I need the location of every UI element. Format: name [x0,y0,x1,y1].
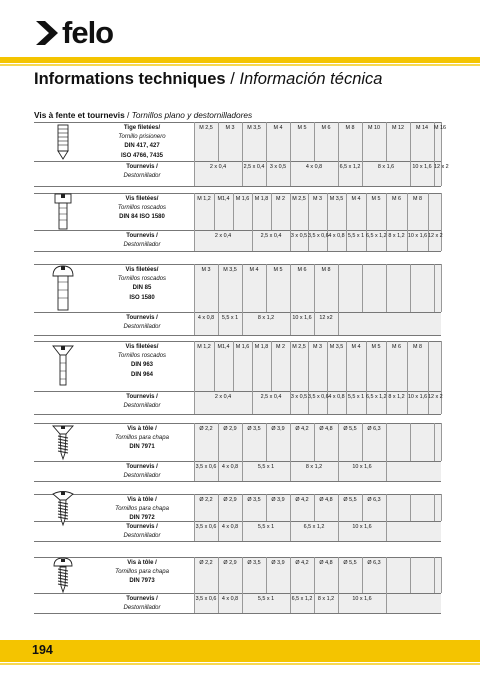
blade-size-cell: 5,5 x 1 [257,596,275,602]
thread-size-cell: Ø 4,8 [319,426,333,432]
screw-name-es: Tornillos para chapa [115,569,169,576]
blade-size-cell: 4 x 0,8 [197,315,215,321]
screw-standard: Tige filetées/ [123,125,161,131]
thread-size-cell: Ø 5,5 [343,497,357,503]
header-accent-bar [0,57,480,63]
column-border [434,494,435,521]
blade-size-cell: 8 x 1,2 [388,233,405,239]
pan-head-screw-icon [34,264,92,312]
blade-size-cell: 12 x 2 [428,233,443,239]
thread-size-cell: M 8 [345,125,355,131]
row-border [34,461,441,462]
screw-standard: Vis filetées/ [125,267,159,273]
blade-size-cell: 10 x 1,6 [352,524,372,530]
thread-size-cell: M 1,6 [235,196,250,202]
blade-size-cell: 4 x 0,8 [221,524,239,530]
section-title-fr: Vis à fente et tournevis [34,110,125,120]
tool-label-fr: Tournevis / [126,315,158,321]
tool-label-es: Destornillador [123,403,161,410]
column-border [441,193,442,230]
thread-size-cell: Ø 3,5 [247,426,261,432]
thread-size-cell: Ø 2,2 [199,426,213,432]
tool-label-es: Destornillador [123,242,161,249]
thread-size-cell: Ø 6,3 [367,560,381,566]
column-border [386,593,387,613]
blade-size-cell: 2 x 0,4 [209,164,227,170]
thread-size-cell: M 1,2 [197,196,211,202]
screw-standard: ISO 1580 [129,294,155,301]
thread-size-cell: M 2,5 [292,344,306,350]
screw-standard: Vis filetées/ [125,196,159,202]
screw-description [92,266,192,303]
thread-size-cell: M 2,5 [199,125,213,131]
thread-size-cell: M 1,8 [254,344,269,350]
thread-size-cell: Ø 2,2 [199,497,213,503]
thread-size-cell: M 14 [416,125,428,131]
thread-size-cell: Ø 5,5 [343,426,357,432]
blade-size-cell: 6,5 x 1,2 [366,394,387,400]
thread-size-cell: M 2,5 [292,196,306,202]
thread-size-cell: M 6 [392,196,401,202]
blade-size-cell: 4 x 0,8 [328,233,345,239]
blade-size-cell: 3 x 0,5 [269,164,287,170]
screw-standard: Vis filetées/ [125,344,159,350]
header-accent-line [0,64,480,66]
thread-size-cell: M 3 [225,125,235,131]
blade-size-cell: 2 x 0,4 [214,394,232,400]
thread-size-cell: Ø 4,2 [295,497,309,503]
row-border [34,391,441,392]
thread-size-cell: M 4 [351,344,361,350]
tool-description [92,393,192,411]
column-border [410,423,411,461]
blade-size-cell: 2 x 0,4 [214,233,232,239]
row-border [34,593,441,594]
row-border [34,186,441,187]
tool-label-es: Destornillador [123,173,161,180]
thread-size-cell: M 1,2 [197,344,211,350]
spec-table [34,423,441,481]
blade-size-cell: 5,5 x 1 [347,394,365,400]
blade-size-cell: 2,5 x 0,4 [260,394,282,400]
blade-size-cell: 5,5 x 1 [221,315,239,321]
column-border [441,264,442,312]
spec-table [34,193,441,251]
blade-size-cell: 3,5 x 0,6 [195,464,217,470]
screw-name-es: Tornillos para chapa [115,506,169,513]
tool-label-es: Destornillador [123,605,161,612]
thread-size-cell: M 3 [313,344,322,350]
tool-label-fr: Tournevis / [126,394,158,400]
spec-table [34,122,449,186]
section-title-es: Tornillos plano y destornilladores [131,110,253,120]
blade-size-cell: 10 x 1,6 [407,233,428,239]
logo-text: felo [62,15,114,50]
row-border [34,335,441,336]
column-border [386,423,387,461]
screw-standard: Vis à tôle / [127,426,157,432]
blade-size-cell: 3 x 0,5 [290,233,308,239]
screw-standard: DIN 7972 [129,515,155,522]
blade-size-cell: 10 x 1,6 [407,394,428,400]
tool-label-es: Destornillador [123,324,161,331]
tool-description [92,463,192,481]
thread-size-cell: M 16 [434,125,446,131]
screw-standard: Vis à tôle / [127,560,157,566]
cheese-head-screw-icon [34,193,92,230]
thread-size-cell: M 3,5 [329,196,344,202]
blade-size-cell: 6,5 x 1,2 [339,164,361,170]
screw-name-es: Tornillo prisionero [118,134,166,141]
countersunk-tapping-screw-icon [34,423,92,461]
blade-size-cell: 6,5 x 1,2 [303,524,325,530]
row-border [34,230,441,231]
countersunk-screw-icon [34,341,92,391]
column-border [386,264,387,312]
blade-size-cell: 2,5 x 0,4 [243,164,265,170]
thread-size-cell: M 3,5 [223,267,237,273]
blade-size-cell: 12 x 2 [428,394,443,400]
row-border [34,312,441,313]
screw-description [92,559,192,587]
screw-standard: DIN 7973 [129,578,155,585]
footer-accent-line [0,663,480,665]
screw-description [92,195,192,223]
blade-size-cell: 3,5 x 0,6 [308,394,329,400]
blade-size-cell: 8 x 1,2 [388,394,405,400]
screw-standard: DIN 964 [130,371,153,378]
blade-size-cell: 3 x 0,5 [290,394,308,400]
tool-label-fr: Tournevis / [126,164,158,170]
row-border [34,494,441,495]
thread-size-cell: M 8 [321,267,331,273]
thread-size-cell: Ø 4,8 [319,560,333,566]
thread-size-cell: M 2 [276,344,285,350]
thread-size-cell: Ø 3,9 [271,560,285,566]
column-border [410,494,411,521]
thread-size-cell: M 6 [392,344,401,350]
row-border [34,557,441,558]
row-border [34,161,441,162]
blade-size-cell: 10 x 1,6 [352,464,372,470]
tool-label-es: Destornillador [123,473,161,480]
thread-size-cell: M 5 [371,196,381,202]
row-border [34,423,441,424]
tool-description [92,232,192,250]
blade-size-cell: 12 x2 [319,315,333,321]
screw-standard: DIN 963 [130,362,153,369]
pan-head-tapping-screw-icon [34,557,92,593]
blade-size-cell: 6,5 x 1,2 [291,596,313,602]
page-number: 194 [32,643,53,657]
thread-size-cell: M 6 [297,267,307,273]
row-border [34,414,441,415]
column-border [441,557,442,593]
screw-standard: ISO 4766, 7435 [120,152,164,159]
felo-logo [34,16,113,50]
column-border [441,341,442,391]
column-border [434,557,435,593]
thread-size-cell: M 2 [276,196,285,202]
thread-size-cell: M 6 [321,125,331,131]
tool-label-fr: Tournevis / [126,464,158,470]
section-title [34,110,252,120]
tool-description [92,163,192,181]
blade-size-cell: 10 x 1,6 [352,596,372,602]
blade-size-cell: 8 x 1,2 [257,315,275,321]
blade-size-cell: 3,5 x 0,6 [195,596,217,602]
blade-size-cell: 8 x 1,2 [317,596,335,602]
thread-size-cell: M 8 [413,196,422,202]
tool-label-fr: Tournevis / [126,233,158,239]
blade-size-cell: 3,5 x 0,6 [308,233,329,239]
column-border [410,264,411,312]
tool-description [92,523,192,541]
screw-name-es: Tornillos roscados [117,205,167,212]
thread-size-cell: M 4 [249,267,259,273]
blade-size-cell: 4 x 0,8 [328,394,345,400]
thread-size-cell: Ø 2,9 [223,426,237,432]
column-border [362,264,363,312]
row-border [34,193,441,194]
thread-size-cell: Ø 2,9 [223,560,237,566]
thread-size-cell: Ø 2,9 [223,497,237,503]
blade-size-cell: 4 x 0,8 [221,464,239,470]
blade-size-cell: 4 x 0,8 [305,164,323,170]
blade-size-cell: 8 x 1,6 [377,164,395,170]
spec-table [34,494,441,541]
blade-size-cell: 5,5 x 1 [257,524,275,530]
blade-size-cell: 3,5 x 0,6 [195,524,217,530]
thread-size-cell: M 4 [273,125,283,131]
thread-size-cell: M 1,6 [235,344,250,350]
column-border [434,423,435,461]
screw-standard: DIN 7971 [129,444,155,451]
footer-accent-bar [0,640,480,662]
thread-size-cell: Ø 4,8 [319,497,333,503]
column-border [338,312,339,335]
page-title-separator: / [230,70,235,88]
row-border [34,122,441,123]
blade-size-cell: 10 x 1,6 [292,315,312,321]
spec-table [34,264,441,335]
thread-size-cell: M 3 [313,196,322,202]
screw-standard: DIN 85 [132,285,152,292]
column-border [386,557,387,593]
spec-table [34,341,441,414]
screw-standard: DIN 84 ISO 1580 [119,214,165,221]
thread-size-cell: M 10 [368,125,380,131]
thread-size-cell: Ø 3,5 [247,497,261,503]
blade-size-cell: 12 x 2 [434,164,449,170]
column-border [441,494,442,521]
blade-size-cell: 2,5 x 0,4 [260,233,282,239]
thread-size-cell: Ø 3,5 [247,560,261,566]
column-border [410,557,411,593]
page-title-es: Información técnica [239,70,383,88]
column-border [338,264,339,312]
screw-standard: DIN 417, 427 [124,143,160,150]
spec-table [34,557,441,613]
thread-size-cell: M1,4 [217,344,230,350]
screw-name-es: Tornillos roscados [117,276,167,283]
row-border [34,341,441,342]
thread-size-cell: Ø 5,5 [343,560,357,566]
thread-size-cell: M1,4 [217,196,230,202]
thread-size-cell: Ø 4,2 [295,426,309,432]
raised-countersunk-tapping-screw-icon [34,494,92,521]
section-title-separator: / [127,110,130,120]
thread-size-cell: M 3,5 [329,344,344,350]
thread-size-cell: M 5 [297,125,307,131]
thread-size-cell: Ø 3,9 [271,497,285,503]
page-title [34,70,382,89]
blade-size-cell: 8 x 1,2 [305,464,323,470]
thread-size-cell: Ø 3,9 [271,426,285,432]
thread-size-cell: M 5 [371,344,381,350]
column-border [386,521,387,541]
slotted-set-screw-icon [34,122,92,161]
thread-size-cell: Ø 6,3 [367,426,381,432]
thread-size-cell: Ø 2,2 [199,560,213,566]
blade-size-cell: 5,5 x 1 [257,464,275,470]
tool-description [92,595,192,613]
thread-size-cell: Ø 4,2 [295,560,309,566]
screw-name-es: Tornillos roscados [117,353,167,360]
thread-size-cell: M 1,8 [254,196,269,202]
column-border [386,494,387,521]
blade-size-cell: 6,5 x 1,2 [366,233,387,239]
screw-description [92,496,192,524]
thread-size-cell: M 4 [351,196,361,202]
blade-size-cell: 10 x 1,6 [412,164,432,170]
row-border [34,251,441,252]
thread-size-cell: M 8 [413,344,422,350]
column-border [441,423,442,461]
thread-size-cell: M 5 [273,267,283,273]
blade-size-cell: 4 x 0,8 [221,596,239,602]
thread-size-cell: M 12 [392,125,404,131]
screw-description [92,343,192,380]
column-border [428,193,429,230]
screw-name-es: Tornillos para chapa [115,435,169,442]
felo-chevron-icon [34,20,60,46]
column-border [428,341,429,391]
screw-description [92,124,192,161]
blade-size-cell: 5,5 x 1 [347,233,365,239]
screw-description [92,425,192,453]
tool-label-es: Destornillador [123,533,161,540]
column-border [386,461,387,481]
column-border [434,264,435,312]
thread-size-cell: M 3,5 [247,125,261,131]
tool-description [92,314,192,332]
page-title-fr: Informations techniques [34,70,226,88]
row-border [34,264,441,265]
tool-label-fr: Tournevis / [126,596,158,602]
tool-label-fr: Tournevis / [126,524,158,530]
screw-standard: Vis à tôle / [127,497,157,503]
thread-size-cell: Ø 6,3 [367,497,381,503]
thread-size-cell: M 3 [201,267,211,273]
